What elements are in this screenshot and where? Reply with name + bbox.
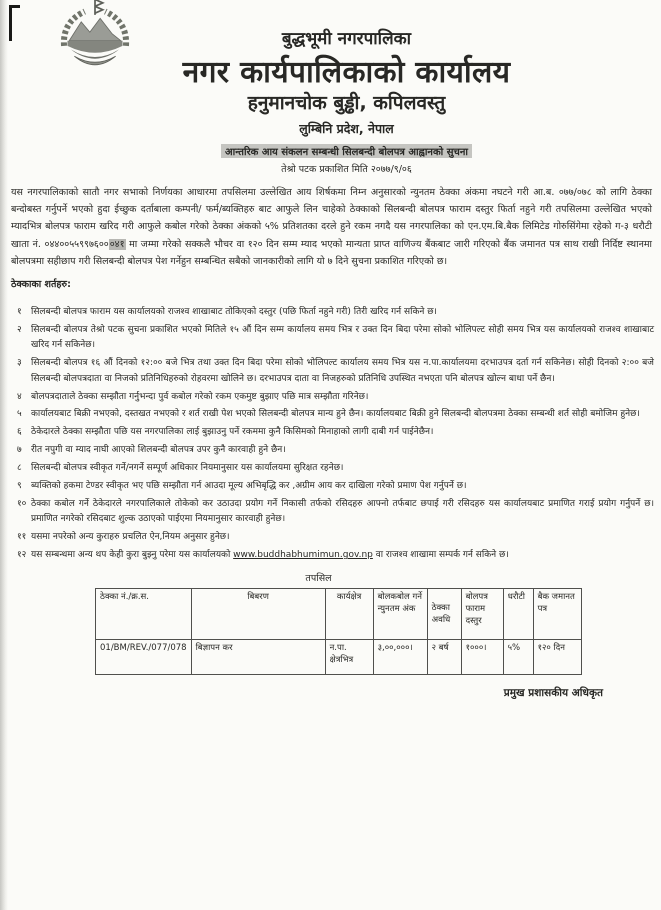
cell-description: बिज्ञापन कर <box>191 639 325 674</box>
municipality-name: बुद्धभूमी नगरपालिका <box>281 29 412 49</box>
intro-paragraph <box>11 184 652 270</box>
term-item-6 <box>17 425 654 440</box>
col-header-form-fee: बोलपत्र फाराम दस्तुर <box>461 588 503 639</box>
office-address: हनुमानचोक बुड्ढी, कपिलवस्तु <box>247 92 446 114</box>
terms-list <box>17 305 654 564</box>
col-header-contract-period: ठेक्का अवधि <box>427 588 461 639</box>
term-number: ५ <box>17 409 22 420</box>
term-text: कार्यालयबाट बिक्री नभएको, दस्तखत नभएको र शर्त राखी पेश भएको सिलबन्दी बोलपत्र मान्य हुने छैन। कार्यालयबाट बिक्री हुने सिलबन्दी बोलपत्रमा ठेक्का सम्बन्धी शर्त सोही बमोजिम हुनेछ। <box>31 409 640 420</box>
intro-text-part1: यस नगरपालिकाको सातौ नगर सभाको निर्णयका आधारमा तपसिलमा उल्लेखित आय शिर्षकमा निम्न अनुसारको न्युनतम ठेक्का अंकमा नघटने गरी आ.ब. ०७७/०७८ को लागि ठेक्का बन्दोबस्त गर्नुपर्ने भएको हुदा ईच्छुक दर्ताबाला कम्पनी/ फर्म/ब्यक्तिहरु बाट आफुले लिन चाहेको ठेक्काको सिलबन्दी बोलपत्र फाराम दस्तुर फिर्ता नहुने गरी तपसिलमा उल्लेखित भएको म्यादभित्र बोलपत्र फाराम खरिद गरी आफुले कबोल गरेको ठेक्का अंकको ५% प्रतिशतका दरले हुने रकम नगदै यस नगरपालिका को एन.एम.बि.बैक लिमिटेड गोरुसिंगेमा रहेको ग-३ धरौटी खाता नं. ०४४००५५९९७६०० <box>11 187 652 250</box>
schedule-heading: तपसिल <box>305 572 332 584</box>
account-number-highlight: ०४१ <box>109 238 125 250</box>
term-number: ४ <box>17 391 22 402</box>
cell-work-area: न.पा. क्षेत्रभित्र <box>325 639 373 674</box>
term-12-after-link: वा राजश्व शाखामा सम्पर्क गर्न सकिने छ। <box>372 550 509 561</box>
table-header-row <box>96 588 582 639</box>
term-item-5 <box>17 407 654 422</box>
term-number: २ <box>17 324 22 335</box>
term-item-10 <box>17 497 654 528</box>
term-item-4 <box>17 390 654 405</box>
col-header-description: बिबरण <box>191 588 325 639</box>
term-text: ठेकेदारले ठेक्का सम्झौता पछि यस नगरपालिका लाई बुझाउनु पर्ने रकममा कुनै किसिमको मिनाहाको लागी दाबी गर्न पाईनेछैन। <box>31 427 434 438</box>
cell-contract-period: २ बर्ष <box>427 639 461 674</box>
term-item-3 <box>17 356 654 387</box>
col-header-deposit: धरौटी <box>503 588 533 639</box>
col-header-bank-guarantee: बैक जमानत पत्र <box>533 588 581 639</box>
term-item-1 <box>17 305 654 320</box>
term-text <box>31 548 654 563</box>
term-number: १२ <box>17 550 27 561</box>
term-number: १ <box>17 307 22 318</box>
col-header-minimum-bid: बोलकबोल गर्ने न्युनतम अंक <box>373 588 427 639</box>
table-row <box>96 639 582 674</box>
letterhead <box>16 0 661 175</box>
term-item-8 <box>17 461 654 476</box>
term-number: ८ <box>17 463 22 474</box>
province-line: लुम्बिनि प्रदेश, नेपाल <box>299 121 394 136</box>
term-text: ठेक्का कबोल गर्ने ठेकेदारले नगरपालिकाले तोकेको कर उठाउदा प्रयोग गर्ने निकासी तर्फको रसिदहरु आफ्नो तर्फबाट छपाई गरी रसिदहरु यस कार्यालयबाट प्रमाणित गराई प्रयोग गर्नुपर्ने छ। प्रमाणित नगरेको रसिदबाट शुल्क उठाएको पाईएमा नियमानुसार कारवाही हुनेछ। <box>31 498 654 525</box>
term-text: सिलबन्दी बोलपत्र फाराम यस कार्यालयको राजश्व शाखाबाट तोकिएको दस्तुर (पछि फिर्ता नहुने गरी) तिरी खरिद गर्न सकिने छ। <box>31 307 437 318</box>
signature-title: प्रमुख प्रशासकीय अधिकृत <box>503 686 603 699</box>
schedule-table <box>95 588 582 675</box>
term-text: बोलपत्रदाताले ठेक्का सम्झौता गर्नुभन्दा पुर्व कबोल गरेको रकम एकमुष्ट बुझाए पछि मात्र सम्झौता गरिनेछ। <box>31 391 369 402</box>
term-text: सिलबन्दी बोलपत्र स्वीकृत गर्ने/नगर्ने सम्पूर्ण अधिकार नियमानुसार यस कार्यालयमा सुरिक्षत रहनेछ। <box>31 463 344 474</box>
term-item-12 <box>17 548 654 563</box>
term-number: ११ <box>17 532 27 543</box>
term-item-2 <box>17 323 654 354</box>
term-12-before-link: यस सम्बन्धमा अन्य थप केही कुरा बुझ्नु परेमा यस कार्यालयको <box>31 550 234 561</box>
terms-heading: ठेक्काका शर्तहरु: <box>11 279 71 291</box>
website-url: www.buddhabhumimun.gov.np <box>233 550 373 561</box>
cell-minimum-bid: ३,००,०००। <box>373 639 427 674</box>
term-text: सिलबन्दी बोलपत्र तेश्रो पटक सुचना प्रकाशित भएको मितिले १५ औं दिन सम्म कार्यालय समय भित्र र उक्त दिन बिदा परेमा सोको भोलिपल्ट सोही समय भित्र यस कार्यालयको राजश्व शाखाबाट खरिद गर्न सकिनेछ। <box>31 324 654 351</box>
cell-contract-no: 01/BM/REV./077/078 <box>96 639 192 674</box>
publication-date-line: तेश्रो पटक प्रकाशित मिति २०७७/९/०६ <box>281 164 412 175</box>
term-item-9 <box>17 479 654 494</box>
term-text: सिलबन्दी बोलपत्र १६ औं दिनको १२:०० बजे भित्र तथा उक्त दिन बिदा परेमा सोको भोलिपल्ट कार्यालय समय भित्र यस न.पा.कार्यालयमा दरभाउपत्र दर्ता गर्न सकिनेछ। सोही दिनको २:०० बजे सिलबन्दी बोलपत्रदाता वा निजको प्रतिनिधिहरुको रोहवरमा खोलिने छ। दरभाउपत्र दाता वा निजहरुको प्रतिनिधि उपस्थित नभएता पनि बोलपत्र खोल्न बाधा पर्ने छैन। <box>31 358 654 384</box>
term-text: ब्यक्तिको हकमा टेण्डर स्वीकृत भए पछि सम्झौता गर्न आउदा मूल्य अभिबृद्धि कर ,अग्रीम आय कर दाखिला गरेको प्रमाण पेश गर्नुपर्ने छ। <box>31 481 467 492</box>
term-text: रीत नपुगी वा म्याद नाघी आएको शिलबन्दी बोलपत्र उपर कुनै कारवाही हुने छैन। <box>31 445 286 456</box>
cell-deposit: ५% <box>503 639 533 674</box>
term-text: यसमा नपरेको अन्य कुराहरु प्रचलित ऐन,नियम अनुसार हुनेछ। <box>31 532 230 543</box>
term-number: ७ <box>17 445 22 456</box>
term-number: ६ <box>17 427 22 438</box>
cell-bank-guarantee: १२० दिन <box>533 639 581 674</box>
term-number: ३ <box>17 358 22 369</box>
col-header-work-area: कार्यक्षेत्र <box>325 588 373 639</box>
term-number: १० <box>17 498 27 509</box>
col-header-contract-no: ठेक्का नं./क्र.स. <box>96 588 192 639</box>
term-number: ९ <box>17 481 22 492</box>
scan-edge-shadow <box>0 0 8 910</box>
cell-form-fee: १०००। <box>461 639 503 674</box>
office-title: नगर कार्यपालिकाको कार्यालय <box>182 55 511 90</box>
intro-text-part2: मा जम्मा गरेको सक्कलै भौचर वा १२० दिन सम्म म्याद भएको मान्यता प्राप्त वाणिज्य बैंकबाट जारी गरिएको बैंक जमानत पत्र साथ राखी निर्दिष्ट स्थानमा बोलपत्रमा सहीछाप गरी सिलबन्दी बोलपत्र पेश गर्नेहुन सम्बन्धित सबैको जानकारीको लागि यो ७ दिने सुचना प्रकाशित गरिएको छ। <box>11 238 652 267</box>
notice-title-highlighted: आन्तरिक आय संकलन सम्बन्धी सिलबन्दी बोलपत्र आह्वानको सुचना <box>221 144 472 158</box>
term-item-11 <box>17 530 654 545</box>
term-item-7 <box>17 443 654 458</box>
